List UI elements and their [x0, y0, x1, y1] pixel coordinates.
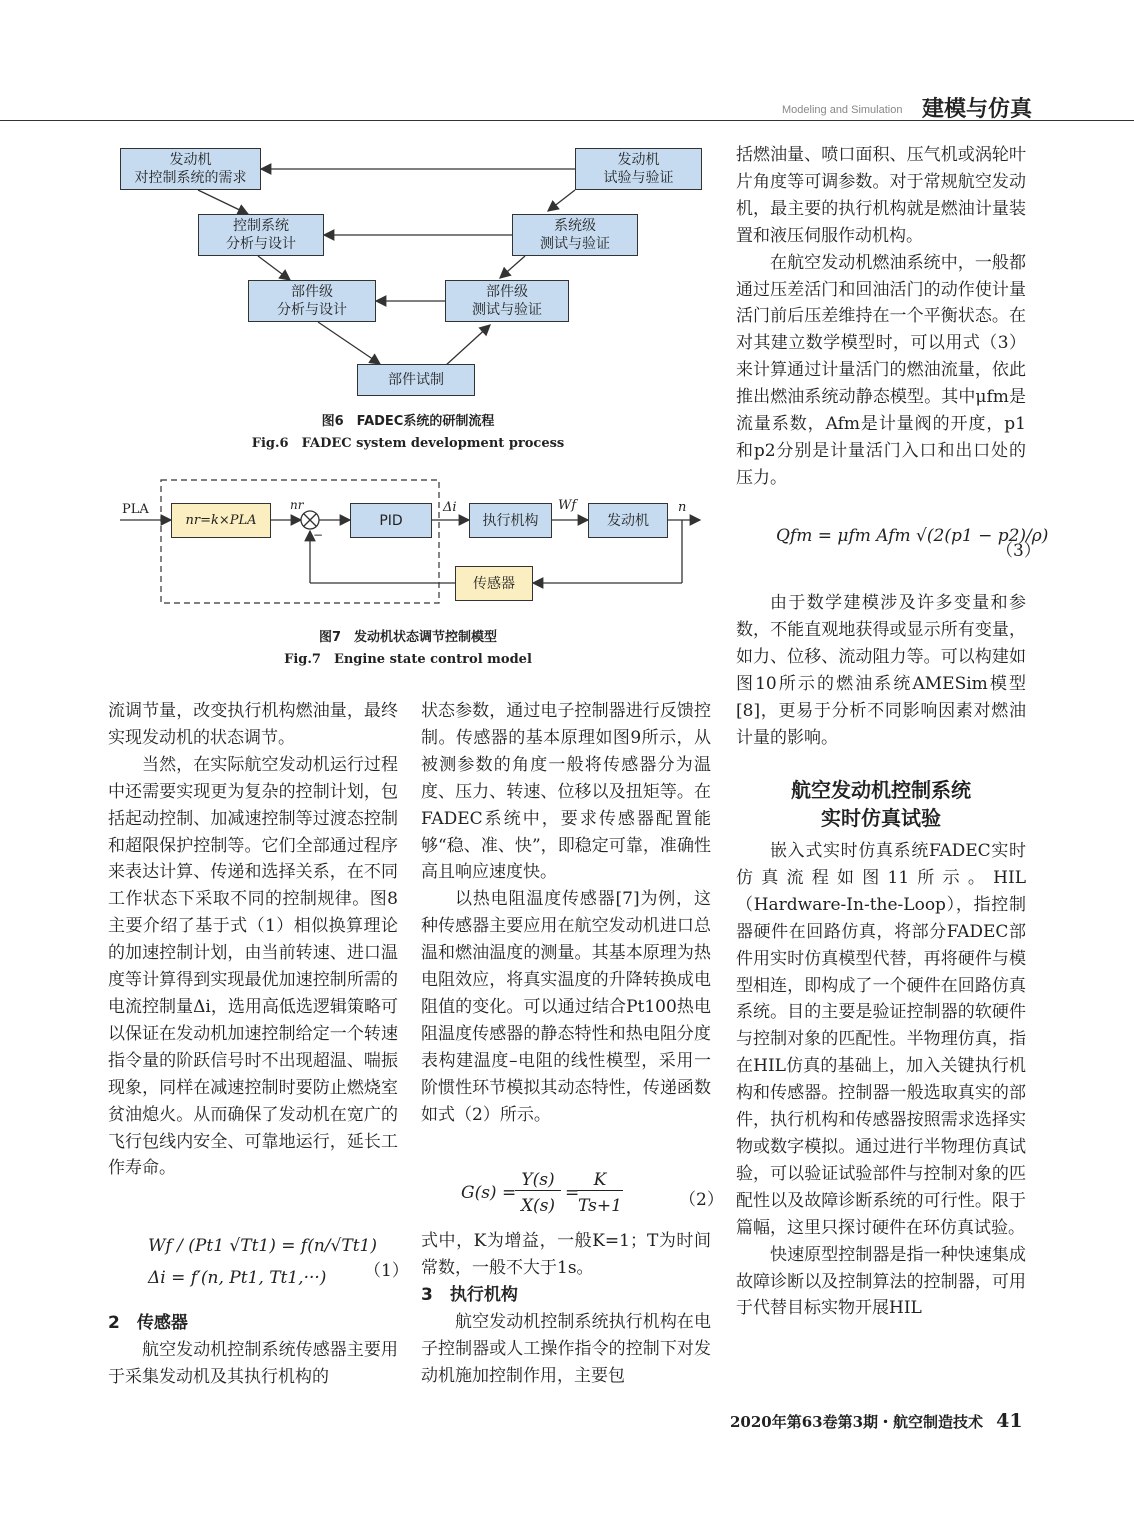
fig7-signal-wf: Wf	[558, 498, 577, 513]
section-heading-realtime-sim: 航空发动机控制系统 实时仿真试验	[791, 778, 971, 830]
fig7-caption-en: Fig.7 Engine state control model	[284, 652, 532, 667]
fig7-block-actuator: 执行机构	[469, 503, 552, 538]
fig7-signal-delta-i: Δi	[443, 500, 457, 515]
fig6-box-system-design: 控制系统 分析与设计	[198, 214, 324, 256]
equation-1-line-1: Wf / (Pt1 √Tt1) = f(n/√Tt1)	[148, 1236, 377, 1256]
fig7-signal-nr: nr	[290, 498, 304, 512]
equation-3: Qfm = μfm Afm √(2(p1 − p2)/ρ)	[776, 526, 1049, 546]
header-en: Modeling and Simulation	[782, 104, 903, 116]
col3-para-4: 嵌入式实时仿真系统FADEC实时仿真流程如图11所示。HIL（Hardware-In-the-Loop），指控制器硬件在回路仿真，将部分FADEC部件用实时仿真模型代替，再将硬件与模型相连，即构成了一个硬件在回路仿真系统。目的主要是验证控制器的软硬件与控制对象的匹配性。半物理仿真，指在HIL仿真的基础上，加入关键执行机构和传感器。控制器一般选取真实的部件，执行机构和传感器按照需求选择实物或数字模拟。通过进行半物理仿真试验，可以验证试验部件与控制对象的匹配性以及故障诊断系统的可行性。限于篇幅，这里只探讨硬件在环仿真试验。	[736, 841, 1026, 1238]
col1-para-1: 流调节量，改变执行机构燃油量，最终实现发动机的状态调节。	[108, 701, 398, 748]
equation-1-line-2: Δi = f′(n, Pt1, Tt1,···)	[148, 1268, 327, 1288]
fig7-block-sensor: 传感器	[455, 566, 533, 601]
equation-2: G(s) = Y(s) X(s) = K Ts+1 （2）	[461, 1170, 724, 1216]
column-3-mid	[736, 590, 1026, 751]
col3-para-5: 快速原型控制器是指一种快速集成故障诊断以及控制算法的控制器，可用于代替目标实物开展HIL	[736, 1244, 1026, 1319]
equation-3-number: （3）	[996, 541, 1041, 561]
fig7-block-pid: PID	[350, 503, 432, 538]
fig7-block-gain: nr=k×PLA	[171, 503, 271, 538]
fig6-box-component-test: 部件级 测试与验证	[445, 280, 569, 322]
page-number: 41	[996, 1410, 1023, 1432]
fig6-box-component-design: 部件级 分析与设计	[248, 280, 376, 322]
col3-para-1: 括燃油量、喷口面积、压气机或涡轮叶片角度等可调参数。对于常规航空发动机，最主要的执行机构就是燃油计量装置和液压伺服作动机构。	[736, 145, 1026, 246]
fig6-box-component-prototype: 部件试制	[357, 364, 475, 396]
fig7-wires	[0, 470, 720, 620]
fig6-box-engine-test: 发动机 试验与验证	[575, 148, 702, 190]
section-3-heading: 3 执行机构	[421, 1284, 518, 1305]
fig6-box-system-test: 系统级 测试与验证	[512, 214, 638, 256]
column-2	[421, 698, 711, 1129]
fig7-block-engine: 发动机	[588, 503, 668, 538]
section-2-heading: 2 传感器	[108, 1313, 188, 1333]
column-3	[736, 142, 1026, 492]
column-1-lower	[108, 1310, 398, 1391]
column-2-lower	[421, 1228, 711, 1389]
fig7-caption-cn: 图7 发动机状态调节控制模型	[318, 630, 498, 645]
col2-para-2: 以热电阻温度传感器[7]为例，这种传感器主要应用在航空发动机进口总温和燃油温度的测量。其基本原理为热电阻效应，将真实温度的升降转换成电阻值的变化。可以通过结合Pt100热电阻温度传感器的静态特性和热电阻分度表构建温度–电阻的线性模型，采用一阶惯性环节模拟其动态特性，传递函数如式（2）所示。	[421, 889, 711, 1125]
equation-1-number: （1）	[364, 1261, 409, 1281]
col1-para-2: 当然，在实际航空发动机运行过程中还需要实现更为复杂的控制计划，包括起动控制、加减速控制等过渡态控制和超限保护控制等。它们全部通过程序来表达计算、传递和选择关系，在不同工作状态下采取不同的控制规律。图8主要介绍了基于式（1）相似换算理论的加速控制计划，由当前转速、进口温度等计算得到实现最优加速控制所需的电流控制量Δi，选用高低选逻辑策略可以保证在发动机加速控制给定一个转速指令量的阶跃信号时不出现超温、喘振现象，同样在减速控制时要防止燃烧室贫油熄火。从而确保了发动机在宽广的飞行包线内安全、可靠地运行，延长工作寿命。	[108, 754, 398, 1179]
fig6-arrows	[0, 0, 720, 410]
footer-journal: 2020年第63卷第3期・航空制造技术	[730, 1413, 984, 1431]
column-3-lower	[736, 838, 1026, 1322]
col3-para-3: 由于数学建模涉及许多变量和参数，不能直观地获得或显示所有变量，如力、位移、流动阻力等。可以构建如图10所示的燃油系统AMESim模型[8]，更易于分析不同影响因素对燃油计量的影响。	[736, 593, 1026, 748]
fig6-caption-cn: 图6 FADEC系统的研制流程	[321, 414, 495, 429]
col2-para-4: 航空发动机控制系统执行机构在电子控制器或人工操作指令的控制下对发动机施加控制作用，主要包	[421, 1311, 711, 1386]
col3-para-2: 在航空发动机燃油系统中，一般都通过压差活门和回油活门的动作使计量活门前后压差维持在一个平衡状态。在对其建立数学模型时，可以用式（3）来计算通过计量活门的燃油流量，依此推出燃油系统动静态模型。其中μfm是流量系数，Afm是计量阀的开度，p1和p2分别是计量活门入口和出口处的压力。	[736, 252, 1026, 488]
footer	[730, 1410, 1023, 1432]
col1-para-3: 航空发动机控制系统传感器主要用于采集发动机及其执行机构的	[108, 1339, 398, 1387]
fig6-caption-en: Fig.6 FADEC system development process	[251, 436, 565, 451]
column-1	[108, 698, 398, 1182]
header-cn: 建模与仿真	[922, 97, 1033, 122]
fig7-minus-sign: −	[313, 528, 324, 542]
col2-para-3: 式中，K为增益，一般K=1；T为时间常数，一般不大于1s。	[421, 1231, 711, 1278]
col2-para-1: 状态参数，通过电子控制器进行反馈控制。传感器的基本原理如图9所示，从被测参数的角度一般将传感器分为温度、压力、转速、位移以及扭矩等。在FADEC系统中，要求传感器配置能够“稳、准、快”，即稳定可靠，准确性高且响应速度快。	[421, 701, 711, 883]
fig7-input-label: PLA	[122, 502, 149, 517]
fig7-signal-n: n	[678, 500, 687, 515]
fig6-box-requirements: 发动机 对控制系统的需求	[120, 148, 261, 190]
